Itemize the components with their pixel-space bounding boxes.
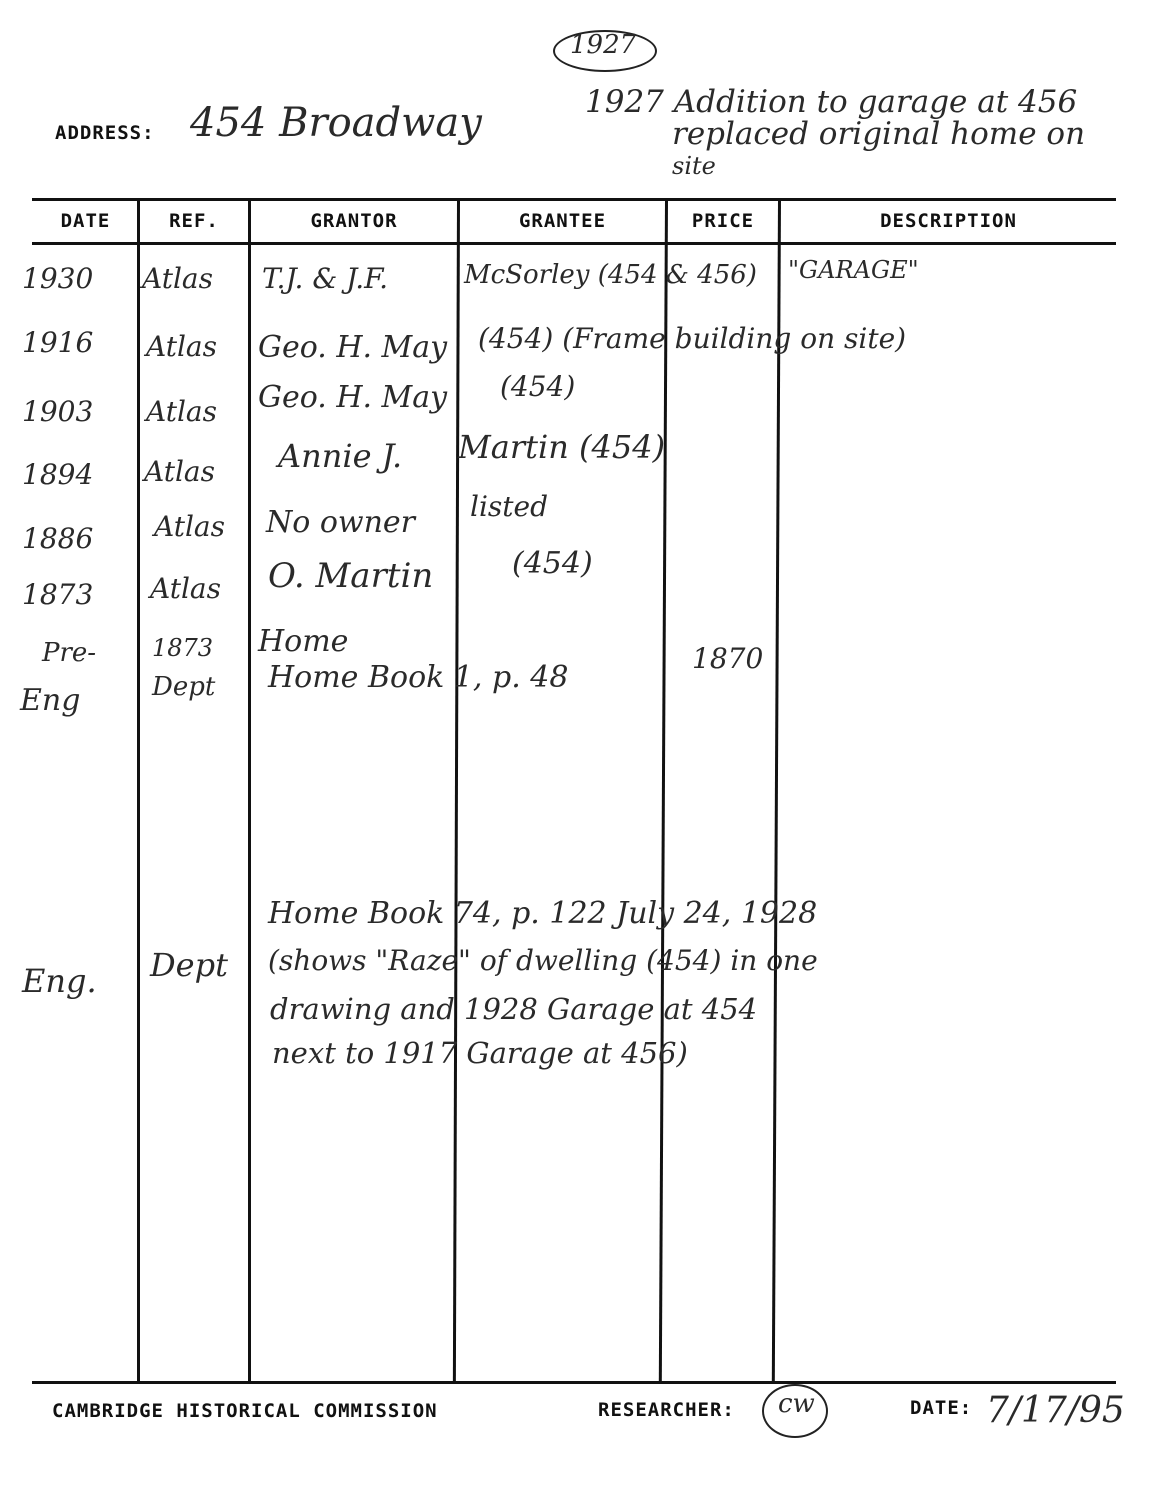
column-header-price: PRICE [691, 210, 755, 232]
row-ref: Atlas [146, 395, 217, 428]
row-grantor: T.J. & J.F. [262, 262, 389, 295]
row-date: 1930 [22, 262, 94, 295]
table-top-rule [32, 198, 1116, 201]
row-date: 1886 [22, 522, 94, 555]
eng-entry-line2: (shows "Raze" of dwelling (454) in one [268, 944, 818, 977]
pre-entry-date-line1: Pre- [42, 638, 97, 668]
column-divider [659, 200, 668, 1381]
row-ref: Atlas [150, 572, 221, 605]
column-header-description: DESCRIPTION [880, 210, 1017, 232]
row-grantor: Geo. H. May [258, 380, 448, 415]
table-bottom-rule [32, 1381, 1116, 1384]
pre-entry-ref-line1: 1873 [152, 634, 214, 662]
row-grantor: Annie J. [278, 437, 403, 475]
table-header-rule [32, 242, 1116, 245]
address-label: ADDRESS: [55, 122, 155, 144]
row-grantee: Martin (454) [458, 428, 666, 466]
row-date: 1873 [22, 578, 94, 611]
row-grantee: McSorley (454 & 456) [464, 260, 757, 290]
column-divider [453, 200, 460, 1381]
column-divider [772, 200, 781, 1381]
pre-entry-price: 1870 [692, 642, 764, 675]
row-date: 1894 [22, 458, 94, 491]
row-description: "GARAGE" [788, 256, 919, 284]
row-grantee: (454) (Frame building on site) [478, 322, 907, 355]
column-header-date: DATE [60, 210, 111, 232]
pre-entry-grantor-line1: Home [258, 624, 349, 659]
row-ref: Atlas [146, 330, 217, 363]
column-header-grantor: GRANTOR [310, 210, 398, 232]
row-grantor: O. Martin [268, 556, 434, 596]
column-divider [248, 200, 251, 1381]
commission-name: CAMBRIDGE HISTORICAL COMMISSION [52, 1400, 438, 1422]
row-grantor: No owner [266, 505, 416, 540]
row-grantee: listed [470, 490, 549, 523]
header-note-line1: 1927 Addition to garage at 456 [585, 84, 1078, 120]
row-date: 1916 [22, 326, 94, 359]
researcher-label: RESEARCHER: [598, 1399, 735, 1421]
row-ref: Atlas [144, 455, 215, 488]
address-value: 454 Broadway [190, 100, 482, 146]
eng-entry-line1: Home Book 74, p. 122 July 24, 1928 [268, 896, 818, 931]
eng-entry-ref: Dept [150, 946, 228, 984]
column-header-grantee: GRANTEE [518, 210, 607, 232]
pre-entry-ref-line2: Dept [152, 672, 216, 702]
pre-entry-date-line2: Eng [20, 683, 81, 718]
footer-date-label: DATE: [910, 1397, 973, 1419]
eng-entry-date: Eng. [22, 962, 97, 1000]
row-grantee: (454) [500, 370, 576, 403]
header-note-line3: site [672, 152, 716, 180]
row-grantor: Geo. H. May [258, 330, 448, 365]
pre-entry-grantor-line2: Home Book 1, p. 48 [268, 660, 569, 695]
eng-entry-line4: next to 1917 Garage at 456) [272, 1036, 688, 1070]
row-grantee: (454) [512, 546, 593, 581]
row-ref: Atlas [142, 262, 213, 295]
row-ref: Atlas [154, 510, 225, 543]
eng-entry-line3: drawing and 1928 Garage at 454 [270, 992, 758, 1026]
researcher-initials: cw [778, 1389, 815, 1419]
column-header-ref: REF. [169, 210, 219, 232]
footer-date-value: 7/17/95 [986, 1390, 1125, 1431]
year-stamp: 1927 [570, 30, 637, 60]
column-divider [137, 200, 140, 1381]
row-date: 1903 [22, 395, 94, 428]
header-note-line2: replaced original home on [672, 116, 1086, 152]
